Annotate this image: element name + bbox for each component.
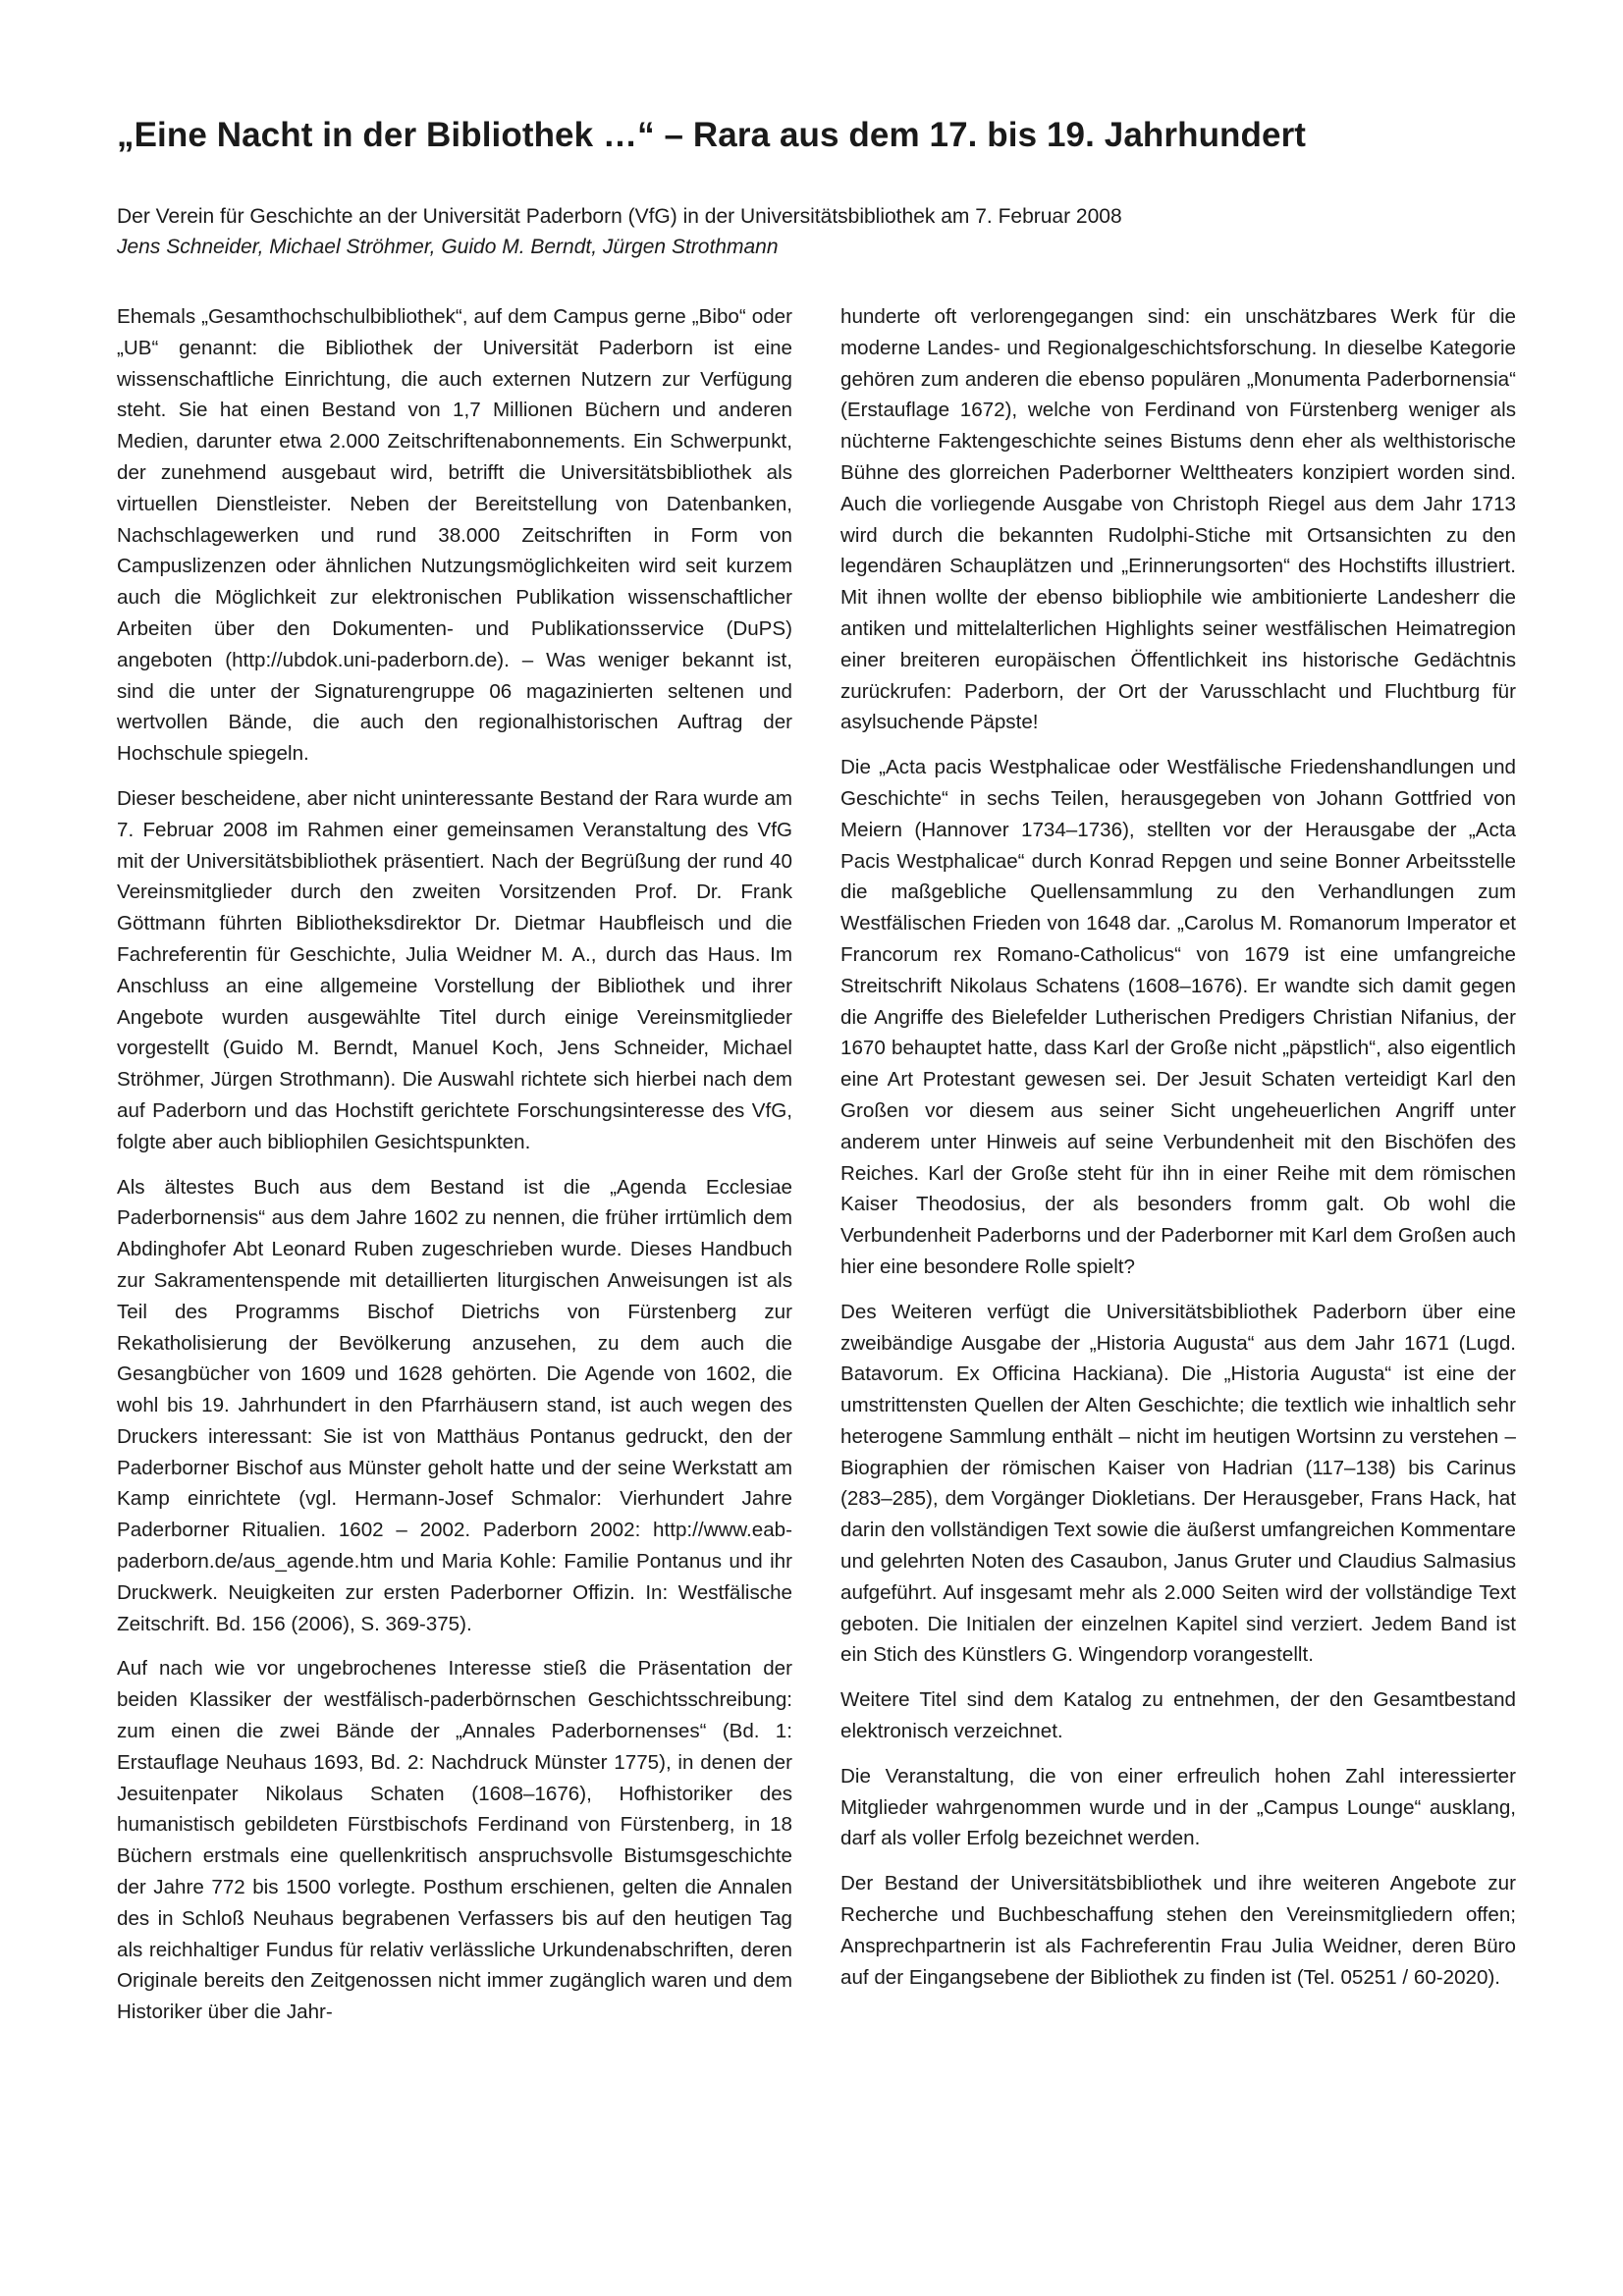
article-title: „Eine Nacht in der Bibliothek …“ – Rara aus dem 17. bis 19. Jahrhundert (117, 116, 1307, 154)
article-subtitle: Der Verein für Geschichte an der Universität Paderborn (VfG) in der Universitätsbibliothek am 7. Februar 2008 (117, 205, 1122, 228)
paragraph: Weitere Titel sind dem Katalog zu entnehmen, der den Gesamtbestand elektronisch verzeichnet. (840, 1688, 1516, 1743)
paragraph: Ehemals „Gesamthochschulbibliothek“, auf dem Campus gerne „Bibo“ oder „UB“ genannt: die Bibliothek der Universität Paderborn ist eine wissenschaftliche Einrichtung, die auch externen Nutzern zur Verfügung steht. Sie hat einen Bestand von 1,7 Millionen Büchern und anderen Medien, darunter etwa 2.000 Zeitschriftenabonnements. Ein Schwerpunkt, der zunehmend ausgebaut wird, betrifft die Universitätsbibliothek als virtuellen Dienstleister. Neben der Bereitstellung von Datenbanken, Nachschlagewerken und rund 38.000 Zeitschriften in Form von Campuslizenzen oder ähnlichen Nutzungsmöglichkeiten wird seit kurzem auch die Möglichkeit zur elektronischen Publikation wissenschaftlicher Arbeiten über den Dokumenten- und Publikationsservice (DuPS) angeboten (http://ubdok.uni-paderborn.de). – Was weniger bekannt ist, sind die unter der Signaturengruppe 06 magazinierten seltenen und wertvollen Bände, die auch den regionalhistorischen Auftrag der Hochschule spiegeln. (117, 305, 792, 766)
right-column (840, 301, 1516, 2006)
paragraph: Dieser bescheidene, aber nicht uninteressante Bestand der Rara wurde am 7. Februar 2008 im Rahmen einer gemeinsamen Veranstaltung des VfG mit der Universitätsbibliothek präsentiert. Nach der Begrüßung der rund 40 Vereinsmitglieder durch den zweiten Vorsitzenden Prof. Dr. Frank Göttmann führten Bibliotheksdirektor Dr. Dietmar Haubfleisch und die Fachreferentin für Geschichte, Julia Weidner M. A., durch das Haus. Im Anschluss an eine allgemeine Vorstellung der Bibliothek und ihrer Angebote wurden ausgewählte Titel durch einige Vereinsmitglieder vorgestellt (Guido M. Berndt, Manuel Koch, Jens Schneider, Michael Ströhmer, Jürgen Strothmann). Die Auswahl richtete sich hierbei nach dem auf Paderborn und das Hochstift gerichtete Forschungsinteresse des VfG, folgte aber auch bibliophilen Gesichtspunkten. (117, 786, 793, 1153)
paragraph: hunderte oft verlorengegangen sind: ein unschätzbares Werk für die moderne Landes- und Regionalgeschichtsforschung. In dieselbe Kategorie gehören zum anderen die ebenso populären „Monumenta Paderbornensia“ (Erstauflage 1672), welche von Ferdinand von Fürstenberg weniger als nüchterne Faktengeschichte seines Bistums denn eher als welthistorische Bühne des glorreichen Paderborner Welttheaters konzipiert worden sind. Auch die vorliegende Ausgabe von Christoph Riegel aus dem Jahr 1713 wird durch die bekannten Rudolphi-Stiche mit Ortsansichten zu den legendären Schauplätzen und „Erinnerungsorten“ des Hochstifts illustriert. Mit ihnen wollte der ebenso bibliophile wie ambitionierte Landesherr die antiken und mittelalterlichen Highlights seiner westfälischen Heimatregion einer breiteren europäischen Öffentlichkeit ins historische Gedächtnis zurückrufen: Paderborn, der Ort der Varusschlacht und Fluchtburg für asylsuchende Päpste! (840, 305, 1516, 734)
paragraph: Auf nach wie vor ungebrochenes Interesse stieß die Präsentation der beiden Klassiker der westfälisch-paderbörnschen Geschichtsschreibung: zum einen die zwei Bände der „Annales Paderbornenses“ (Bd. 1: Erstauflage Neuhaus 1693, Bd. 2: Nachdruck Münster 1775), in denen der Jesuitenpater Nikolaus Schaten (1608–1676), Hofhistoriker des humanistisch gebildeten Fürstbischofs Ferdinand von Fürstenberg, in 18 Büchern erstmals eine quellenkritisch anspruchsvolle Bistumsgeschichte der Jahre 772 bis 1500 vorlegte. Posthum erschienen, gelten die Annalen des in Schloß Neuhaus begrabenen Verfassers bis auf den heutigen Tag als reichhaltiger Fundus für relativ verlässliche Urkundenabschriften, deren Originale bereits den Zeitgenossen nicht immer zugänglich waren und dem Historiker über die Jahr- (117, 1657, 792, 2024)
article-authors: Jens Schneider, Michael Ströhmer, Guido M. Berndt, Jürgen Strothmann (117, 236, 779, 258)
article-header (117, 201, 1511, 262)
paragraph: Die Veranstaltung, die von einer erfreulich hohen Zahl interessierter Mitglieder wahrgenommen wurde und in der „Campus Lounge“ ausklang, darf als voller Erfolg bezeichnet werden. (840, 1764, 1516, 1850)
paragraph: Als ältestes Buch aus dem Bestand ist die „Agenda Ecclesiae Paderbornensis“ aus dem Jahre 1602 zu nennen, die früher irrtümlich dem Abdinghofer Abt Leonard Ruben zugeschrieben wurde. Dieses Handbuch zur Sakramentenspende mit detaillierten liturgischen Anweisungen ist als Teil des Programms Bischof Dietrichs von Fürstenberg zur Rekatholisierung der Bevölkerung anzusehen, zu dem auch die Gesangbücher von 1609 und 1628 gehörten. Die Agende von 1602, die wohl bis 19. Jahrhundert in den Pfarrhäusern stand, ist auch wegen des Druckers interessant: Sie ist von Matthäus Pontanus gedruckt, den der Paderborner Bischof aus Münster geholt hatte und der seine Werkstatt am Kamp einrichtete (vgl. Hermann-Josef Schmalor: Vierhundert Jahre Paderborner Ritualien. 1602 – 2002. Paderborn 2002: http://www.eab-paderborn.de/aus_agende.htm und Maria Kohle: Familie Pontanus und ihr Druckwerk. Neuigkeiten zur ersten Paderborner Offizin. In: Westfälische Zeitschrift. Bd. 156 (2006), S. 369-375). (117, 1175, 792, 1635)
paragraph: Die „Acta pacis Westphalicae oder Westfälische Friedenshandlungen und Geschichte“ in sechs Teilen, herausgegeben von Johann Gottfried von Meiern (Hannover 1734–1736), stellten vor der Herausgabe der „Acta Pacis Westphalicae“ durch Konrad Repgen und seine Bonner Arbeitsstelle die maßgebliche Quellensammlung zu den Verhandlungen zum Westfälischen Frieden von 1648 dar. „Carolus M. Romanorum Imperator et Francorum rex Romano-Catholicus“ von 1679 ist eine umfangreiche Streitschrift Nikolaus Schatens (1608–1676). Er wandte sich damit gegen die Angriffe des Bielefelder Lutherischen Predigers Christian Nifanius, der 1670 behauptet hatte, dass Karl der Große nicht „päpstlich“, also eigentlich eine Art Protestant gewesen sei. Der Jesuit Schaten verteidigt Karl den Großen vor diesem aus seiner Sicht ungeheuerlichen Angriff unter anderem unter Hinweis auf seine Verbundenheit mit den Bischöfen des Reiches. Karl der Große steht für ihn in einer Reihe mit dem römischen Kaiser Theodosius, der als besonders fromm galt. Ob wohl die Verbundenheit Paderborns und der Paderborner mit Karl dem Großen auch hier eine besondere Rolle spielt? (840, 756, 1517, 1278)
left-column (117, 301, 792, 2042)
paragraph: Der Bestand der Universitätsbibliothek und ihre weiteren Angebote zur Recherche und Buchbeschaffung stehen den Vereinsmitgliedern offen; Ansprechpartnerin ist als Fachreferentin Frau Julia Weidner, deren Büro auf der Eingangsebene der Bibliothek zu finden ist (Tel. 05251 / 60-2020). (840, 1872, 1516, 1989)
paragraph: Des Weiteren verfügt die Universitätsbibliothek Paderborn über eine zweibändige Ausgabe der „Historia Augusta“ aus dem Jahr 1671 (Lugd. Batavorum. Ex Officina Hackiana). Die „Historia Augusta“ ist eine der umstrittensten Quellen der Alten Geschichte; die textlich wie inhaltlich sehr heterogene Sammlung enthält – nicht im heutigen Wortsinn zu verstehen – Biographien der römischen Kaiser von Hadrian (117–138) bis Carinus (283–285), dem Vorgänger Diokletians. Der Herausgeber, Frans Hack, hat darin den vollständigen Text sowie die äußerst umfangreichen Kommentare und gelehrten Noten des Casaubon, Janus Gruter und Claudius Salmasius aufgeführt. Auf insgesamt mehr als 2.000 Seiten wird der vollständige Text geboten. Die Initialen der einzelnen Kapitel sind verziert. Jedem Band ist ein Stich des Künstlers G. Wingendorp vorangestellt. (840, 1300, 1516, 1667)
